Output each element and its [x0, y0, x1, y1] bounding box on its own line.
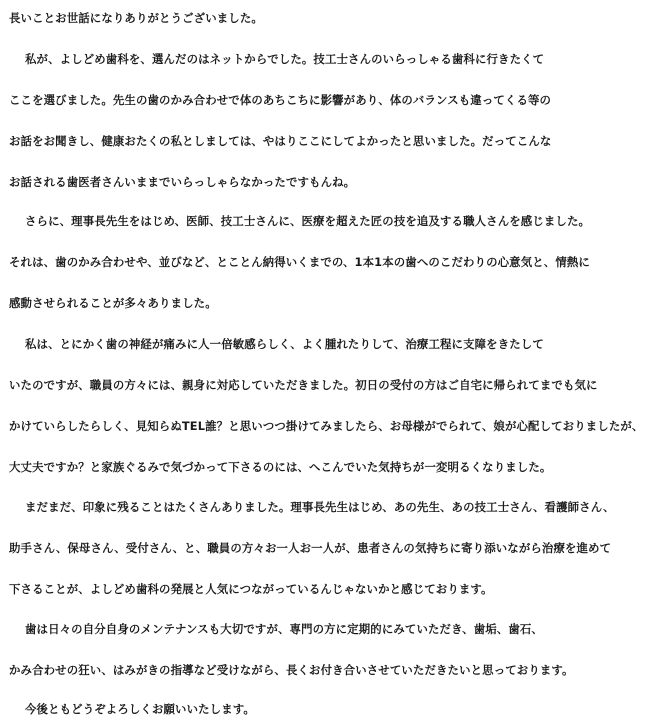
- letter-line-15: 下さることが、よしどめ歯科の発展と人気につながっているんじゃないかと感じております。: [9, 582, 493, 596]
- letter-line-17: かみ合わせの狂い、はみがきの指導など受けながら、長くお付き合いさせていただきたいと思っております。: [9, 663, 574, 677]
- letter-line-7: それは、歯のかみ合わせや、並びなど、とことん納得いくまでの、1本1本の歯へのこだわりの心意気と、情熱に: [9, 255, 590, 269]
- letter-line-6: さらに、理事長先生をはじめ、医師、技工士さんに、医療を超えた匠の技を追及する職人さんを感じました。: [25, 214, 591, 228]
- letter-line-12: 大丈夫ですか？と家族ぐるみで気づかって下さるのには、へこんでいた気持ちが一変明るくなりました。: [9, 460, 552, 474]
- letter-line-10: いたのですが、職員の方々には、親身に対応していただきました。初日の受付の方はご自宅に帰られてまでも気に: [9, 378, 598, 392]
- letter-line-16: 歯は日々の自分自身のメンテナンスも大切ですが、専門の方に定期的にみていただき、歯垢、歯石、: [25, 622, 543, 636]
- letter-line-11: かけていらしたらしく、見知らぬTEL誰？と思いつつ掛けてみましたら、お母様がでられて、娘が心配しておりましたが、: [9, 419, 644, 433]
- letter-line-5: お話される歯医者さんいままでいらっしゃらなかったですもんね。: [9, 175, 356, 189]
- letter-line-1: 長いことお世話になりありがとうございました。: [9, 11, 263, 25]
- letter-line-13: まだまだ、印象に残ることはたくさんありました。理事長先生はじめ、あの先生、あの技工士さん、看護師さん、: [25, 500, 615, 514]
- letter-line-14: 助手さん、保母さん、受付さん、と、職員の方々お一人お一人が、患者さんの気持ちに寄り添いながら治療を進めて: [9, 541, 612, 555]
- letter-line-8: 感動させられることが多々ありました。: [9, 296, 217, 310]
- letter-line-4: お話をお聞きし、健康おたくの私としましては、やはりここにしてよかったと思いました。だってこんな: [9, 134, 552, 148]
- letter-line-18: 今後ともどうぞよろしくお願いいたします。: [25, 702, 255, 716]
- letter-line-3: ここを選びました。先生の歯のかみ合わせで体のあちこちに影響があり、体のバランスも違ってくる等の: [9, 93, 552, 107]
- letter-line-2: 私が、よしどめ歯科を、選んだのはネットからでした。技工士さんのいらっしゃる歯科に行きたくて: [25, 52, 545, 66]
- letter-line-9: 私は、とにかく歯の神経が痛みに人一倍敏感らしく、よく腫れたりして、治療工程に支障をきたして: [25, 337, 544, 351]
